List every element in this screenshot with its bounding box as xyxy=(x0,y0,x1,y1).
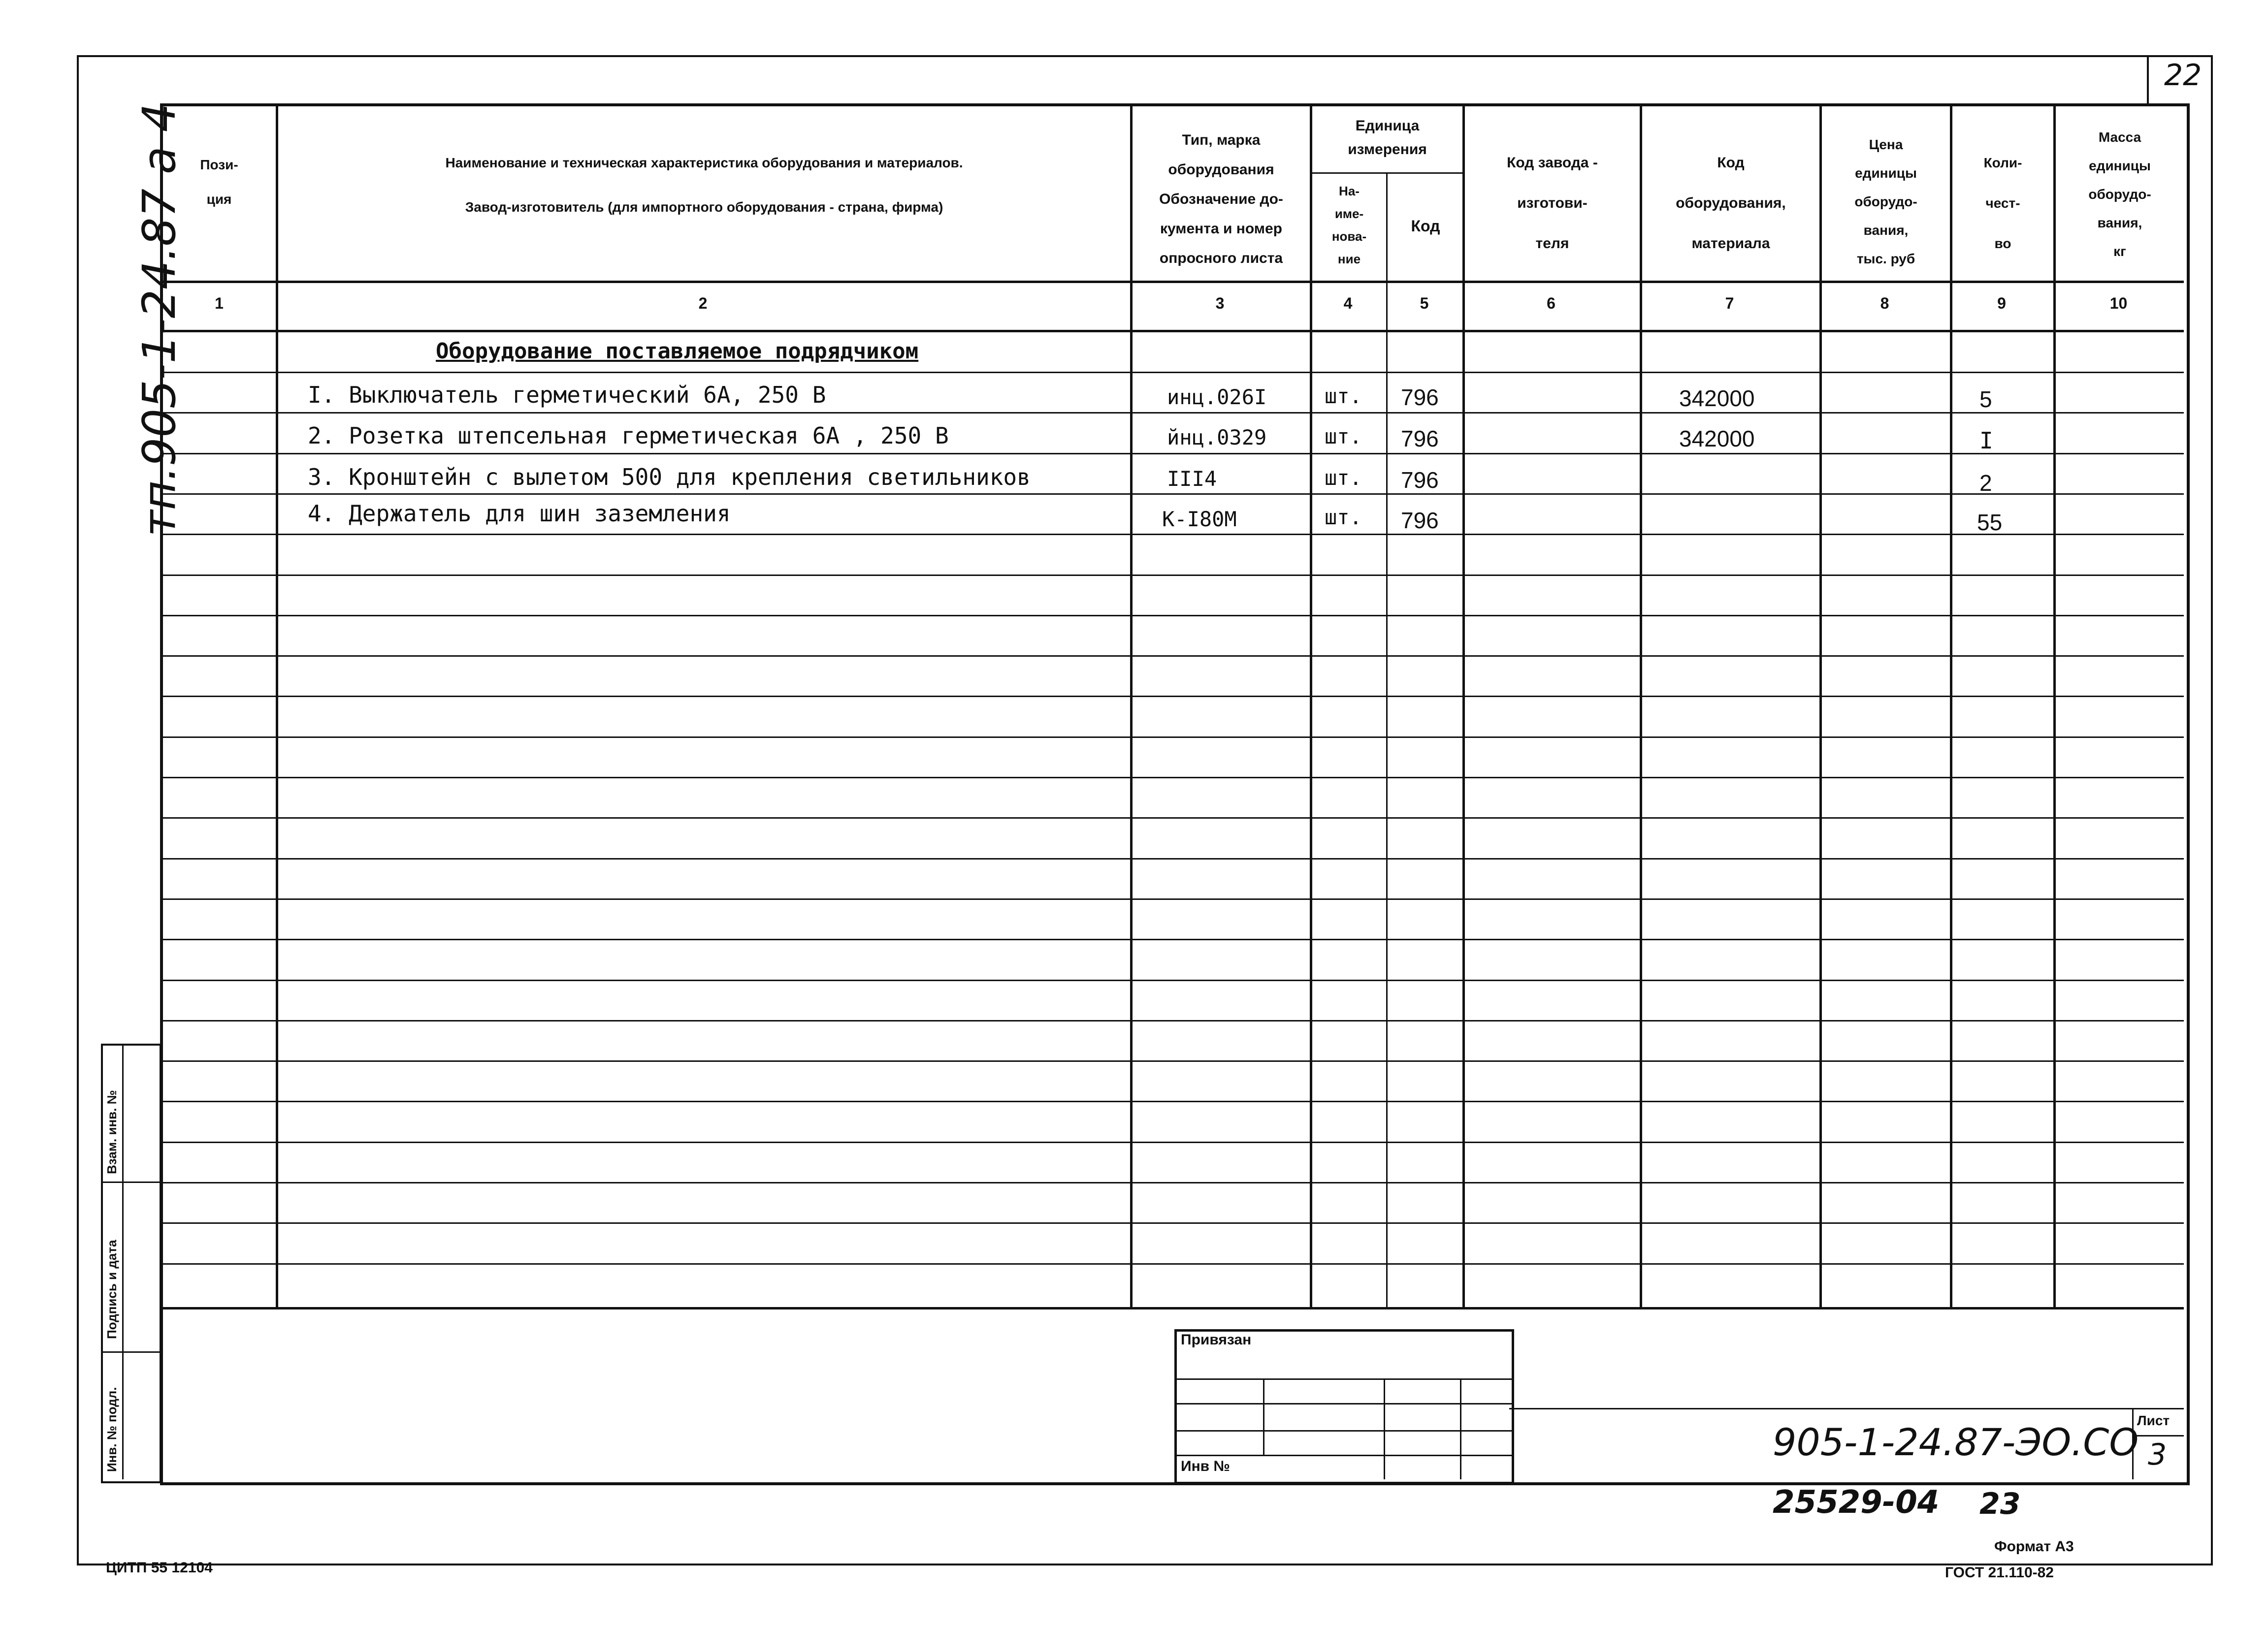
header-name-line1: Наименование и техническая характеристика оборудования и материалов. xyxy=(445,155,963,170)
binding-vline-3 xyxy=(1460,1378,1461,1479)
document-code: 905-1-24.87-ЭО.СО xyxy=(1773,1420,2139,1464)
header-position: Пози- ция xyxy=(200,157,238,207)
colnum-9: 9 xyxy=(1997,294,2006,312)
side-stamp-divider xyxy=(122,1044,124,1479)
table-row-line xyxy=(160,980,2184,981)
table-row-line xyxy=(160,696,2184,697)
side-document-code: тп.905-1-24.87 а 4 xyxy=(133,103,186,537)
table-row-line xyxy=(160,655,2184,657)
row-2-type: йнц.0329 xyxy=(1167,425,1267,449)
table-row-line xyxy=(160,1142,2184,1143)
unit-subheader-line xyxy=(1310,172,1462,174)
table-row-line xyxy=(160,1263,2184,1265)
colnum-bottom-line xyxy=(160,330,2184,332)
table-row-line xyxy=(160,575,2184,576)
colnum-8: 8 xyxy=(1880,294,1889,312)
header-unit-code: Код xyxy=(1411,217,1440,235)
colnum-5: 5 xyxy=(1420,294,1429,312)
row-2-code: 796 xyxy=(1401,426,1439,451)
side-stamp-inv-podl: Инв. № подл. xyxy=(104,1387,119,1472)
row-4-code: 796 xyxy=(1401,508,1439,533)
col-line-8 xyxy=(1950,103,1952,1309)
header-unit: Единица измерения xyxy=(1348,118,1427,158)
table-row-line xyxy=(160,1182,2184,1183)
row-1-quantity: 5 xyxy=(1979,386,1992,412)
colnum-7: 7 xyxy=(1725,294,1734,312)
table-row-line xyxy=(160,372,2184,373)
row-2-quantity: Ӏ xyxy=(1979,427,1993,454)
table-row-line xyxy=(160,534,2184,535)
binding-vline-1 xyxy=(1263,1378,1264,1455)
row-1-name: Ӏ. Выключатель герметический 6А, 250 В xyxy=(308,382,826,408)
header-mass: Масса единицы оборудо- вания, кг xyxy=(2088,129,2151,259)
header-unit-name: На- име- нова- ние xyxy=(1331,184,1367,266)
table-row-line xyxy=(160,736,2184,738)
table-row-line xyxy=(160,493,2184,495)
colnum-10: 10 xyxy=(2109,294,2128,312)
colnum-2: 2 xyxy=(698,294,708,312)
header-bottom-line xyxy=(160,281,2184,283)
col-line-4 xyxy=(1386,172,1388,1309)
colnum-3: 3 xyxy=(1215,294,1225,312)
row-3-name: 3. Кронштейн с вылетом 500 для крепления светильников xyxy=(308,464,1031,490)
sheet-number: 3 xyxy=(2148,1437,2167,1472)
table-row-line xyxy=(160,939,2184,940)
row-1-equipment-code: 342000 xyxy=(1679,385,1755,411)
binding-inv: Инв № xyxy=(1181,1458,1230,1474)
title-block-line xyxy=(1509,1408,2184,1409)
colnum-1: 1 xyxy=(215,294,224,312)
row-4-quantity: 55 xyxy=(1977,510,2003,535)
row-2-name: 2. Розетка штепсельная герметическая 6А , 250 В xyxy=(308,422,949,449)
table-row-line xyxy=(160,858,2184,860)
col-line-6 xyxy=(1640,103,1642,1309)
table-row-line xyxy=(160,412,2184,414)
table-row-line xyxy=(160,615,2184,616)
gost-label: ГОСТ 21.110-82 xyxy=(1945,1564,2054,1581)
col-line-2 xyxy=(1130,103,1133,1309)
binding-vline-2 xyxy=(1384,1378,1385,1479)
row-1-unit: шт. xyxy=(1325,384,1362,408)
row-4-unit: шт. xyxy=(1325,505,1362,529)
row-4-name: 4. Держатель для шин заземления xyxy=(308,500,731,527)
header-name-line2: Завод-изготовитель (для импортного оборудования - страна, фирма) xyxy=(465,199,943,215)
table-row-line xyxy=(160,1060,2184,1062)
header-type: Тип, марка оборудования Обозначение до- кумента и номер опросного листа xyxy=(1159,132,1283,266)
col-line-7 xyxy=(1819,103,1822,1309)
side-stamp-line-1 xyxy=(101,1181,160,1183)
table-row-line xyxy=(160,817,2184,819)
row-2-unit: шт. xyxy=(1325,424,1362,448)
row-2-equipment-code: 342000 xyxy=(1679,426,1755,451)
row-3-type: ӀӀӀ4 xyxy=(1167,467,1217,491)
col-line-3 xyxy=(1310,103,1312,1309)
row-3-quantity: 2 xyxy=(1979,470,1992,496)
table-row-line xyxy=(160,1222,2184,1224)
col-line-9 xyxy=(2053,103,2056,1309)
table-row-line xyxy=(160,1020,2184,1021)
row-1-code: 796 xyxy=(1401,384,1439,410)
sheet-label: Лист xyxy=(2137,1413,2170,1428)
colnum-4: 4 xyxy=(1343,294,1353,312)
page-number: 22 xyxy=(2164,58,2202,93)
header-plant-code: Код завода - изготови- теля xyxy=(1507,155,1598,252)
col-line-5 xyxy=(1462,103,1465,1309)
row-4-type: К-Ӏ80М xyxy=(1162,507,1237,531)
table-row-line xyxy=(160,898,2184,900)
side-stamp-inv-vzam: Взам. инв. № xyxy=(104,1090,119,1174)
table-bottom-line xyxy=(160,1307,2184,1309)
header-equipment-code: Код оборудования, материала xyxy=(1676,155,1786,252)
archive-number: 25529-04 xyxy=(1773,1484,1940,1521)
format-label: Формат А3 xyxy=(1994,1538,2074,1555)
side-stamp-signature-date: Подпись и дата xyxy=(104,1240,119,1339)
binding-title: Привязан xyxy=(1181,1332,1252,1348)
table-row-line xyxy=(160,1101,2184,1102)
sheet-label-line xyxy=(2132,1435,2184,1436)
section-title: Оборудование поставляемое подрядчиком xyxy=(436,339,919,364)
table-row-line xyxy=(160,777,2184,778)
col-line-1 xyxy=(276,103,278,1309)
row-3-unit: шт. xyxy=(1325,466,1362,490)
archive-sheet: 23 xyxy=(1979,1487,2021,1521)
table-row-line xyxy=(160,453,2184,454)
row-3-code: 796 xyxy=(1401,467,1439,493)
row-1-type: инц.026Ӏ xyxy=(1167,385,1267,409)
side-stamp-line-2 xyxy=(101,1351,160,1353)
header-price: Цена единицы оборудо- вания, тыс. руб xyxy=(1854,137,1917,266)
printer-label: ЦИТП 55 12104 xyxy=(106,1560,213,1576)
header-quantity: Коли- чест- во xyxy=(1983,155,2022,251)
colnum-6: 6 xyxy=(1547,294,1555,312)
